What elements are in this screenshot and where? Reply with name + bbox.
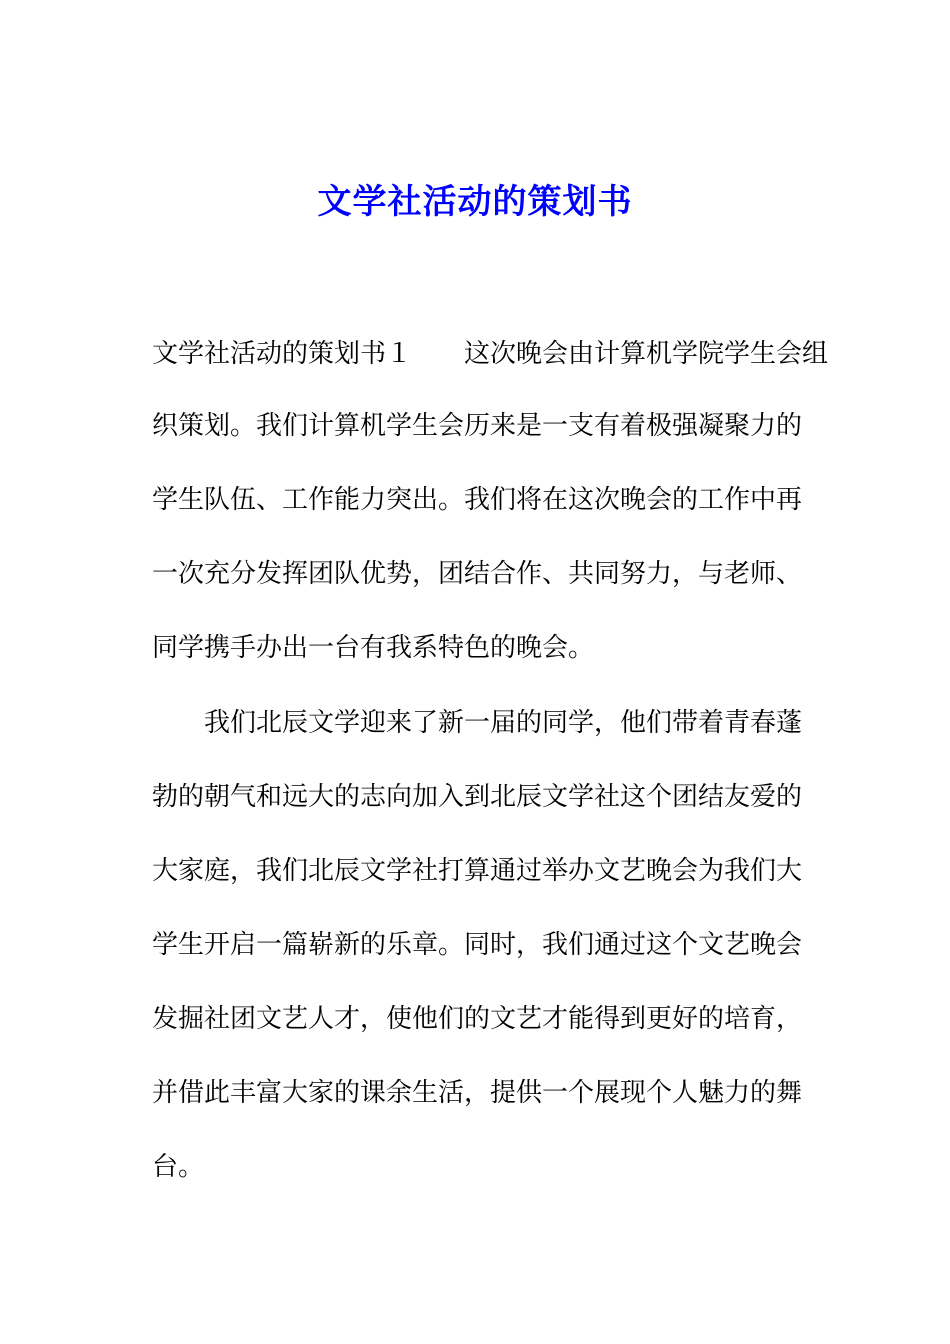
paragraph-line: 我们北辰文学迎来了新一届的同学，他们带着青春蓬 [204, 708, 803, 738]
section-heading-label: 文学社活动的策划书１ [152, 339, 413, 369]
paragraph-line: 发掘社团文艺人才，使他们的文艺才能得到更好的培育， [152, 1004, 803, 1034]
paragraph-line: 并借此丰富大家的课余生活，提供一个展现个人魅力的舞 [152, 1078, 803, 1108]
paragraph-line: 学生开启一篇崭新的乐章。同时，我们通过这个文艺晚会 [152, 930, 803, 960]
paragraph-line: 台。 [152, 1152, 205, 1182]
paragraph-text: 这次晚会由计算机学院学生会组 [464, 339, 829, 369]
paragraph-line: 同学携手办出一台有我系特色的晚会。 [152, 633, 595, 663]
paragraph-line: 一次充分发挥团队优势，团结合作、共同努力，与老师、 [152, 559, 803, 589]
paragraph-line: 勃的朝气和远大的志向加入到北辰文学社这个团结友爱的 [152, 782, 803, 812]
document-title: 文学社活动的策划书 [317, 182, 633, 222]
paragraph-line: 大家庭，我们北辰文学社打算通过举办文艺晚会为我们大 [152, 856, 803, 886]
paragraph-line: 织策划。我们计算机学生会历来是一支有着极强凝聚力的 [152, 411, 803, 441]
paragraph-line: 学生队伍、工作能力突出。我们将在这次晚会的工作中再 [152, 485, 803, 515]
paragraph-line [152, 336, 829, 372]
